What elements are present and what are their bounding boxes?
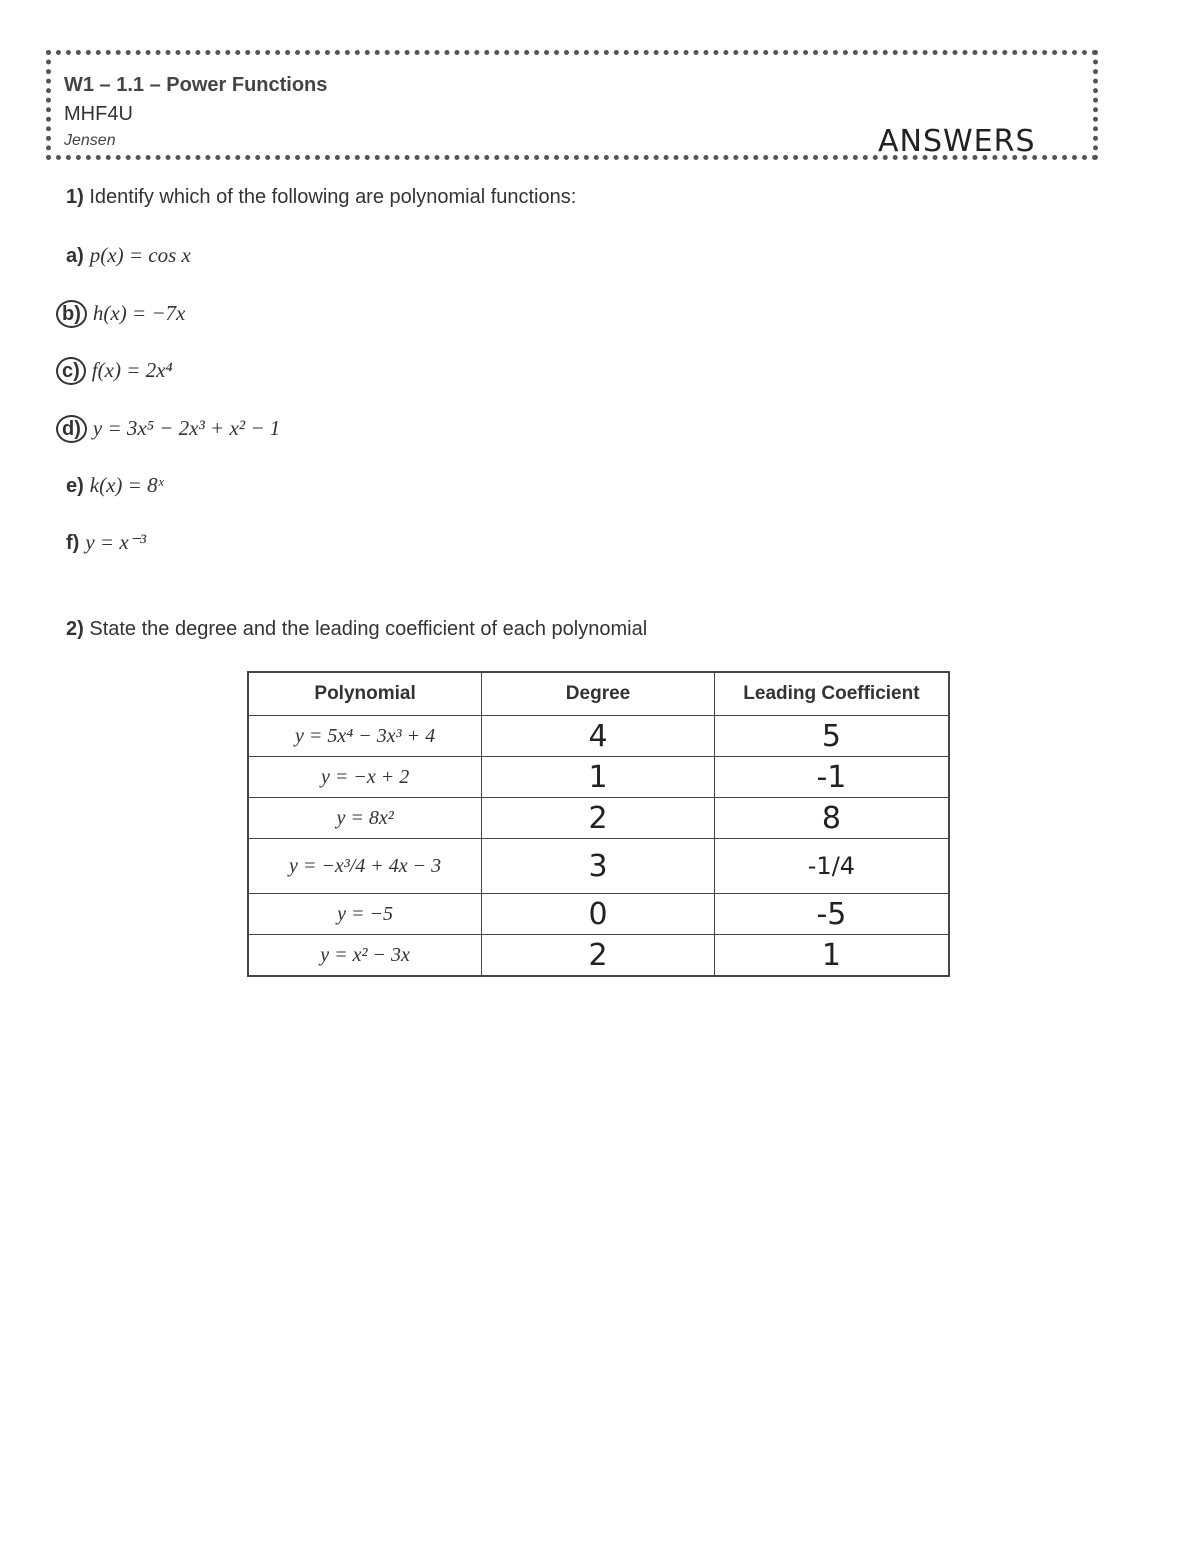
option-expression: f(x) = 2x⁴ — [91, 358, 173, 382]
question-2-number: 2) — [66, 618, 84, 640]
polynomial-cell: y = −x³/4 + 4x − 3 — [248, 839, 482, 894]
leading-coefficient-answer: 1 — [714, 935, 949, 977]
table-row — [248, 839, 949, 894]
degree-answer: 1 — [482, 757, 715, 798]
degree-answer: 0 — [482, 894, 715, 935]
option-letter-circled: b) — [56, 300, 87, 328]
question-1-number: 1) — [66, 186, 84, 208]
option-letter-circled: c) — [56, 357, 86, 385]
teacher-name: Jensen — [64, 132, 116, 149]
option-a — [66, 243, 191, 268]
option-letter: a) — [66, 245, 84, 267]
polynomial-cell: y = x² − 3x — [248, 935, 482, 977]
option-letter: f) — [66, 532, 80, 554]
table-row — [248, 894, 949, 935]
degree-answer: 2 — [482, 798, 715, 839]
question-2-prompt — [66, 618, 647, 641]
degree-answer: 3 — [482, 839, 715, 894]
leading-coefficient-answer: 8 — [714, 798, 949, 839]
option-expression: h(x) = −7x — [92, 301, 186, 325]
option-expression: k(x) = 8ˣ — [89, 473, 164, 497]
table-row — [248, 798, 949, 839]
polynomial-cell: y = −x + 2 — [248, 757, 482, 798]
question-1-text: Identify which of the following are polynomial functions: — [89, 186, 577, 208]
answers-handwritten-note: ANSWERS — [878, 124, 1036, 159]
leading-coefficient-answer: -5 — [714, 894, 949, 935]
option-e — [66, 473, 164, 498]
option-letter-circled: d) — [56, 415, 87, 443]
leading-coefficient-answer: -1/4 — [714, 839, 949, 894]
table-header-row — [248, 672, 949, 716]
table-row — [248, 716, 949, 757]
header-degree: Degree — [482, 672, 715, 716]
leading-coefficient-answer: -1 — [714, 757, 949, 798]
polynomial-cell: y = −5 — [248, 894, 482, 935]
question-1-prompt — [66, 186, 576, 209]
leading-coefficient-answer: 5 — [714, 716, 949, 757]
degree-answer: 2 — [482, 935, 715, 977]
option-b — [62, 300, 186, 328]
question-2-text: State the degree and the leading coefficient of each polynomial — [89, 618, 648, 640]
option-expression: y = x⁻³ — [85, 530, 147, 554]
option-c — [62, 357, 173, 385]
option-letter: e) — [66, 475, 84, 497]
option-expression: p(x) = cos x — [89, 243, 191, 267]
header-polynomial: Polynomial — [248, 672, 482, 716]
course-code: MHF4U — [64, 103, 133, 125]
polynomial-table — [247, 671, 950, 977]
degree-answer: 4 — [482, 716, 715, 757]
option-d — [62, 415, 281, 443]
polynomial-cell: y = 8x² — [248, 798, 482, 839]
header-leading-coefficient: Leading Coefficient — [714, 672, 949, 716]
table-row — [248, 757, 949, 798]
option-f — [66, 530, 146, 555]
table-row — [248, 935, 949, 977]
option-expression: y = 3x⁵ − 2x³ + x² − 1 — [92, 416, 281, 440]
polynomial-cell: y = 5x⁴ − 3x³ + 4 — [248, 716, 482, 757]
worksheet-title: W1 – 1.1 – Power Functions — [64, 74, 328, 96]
